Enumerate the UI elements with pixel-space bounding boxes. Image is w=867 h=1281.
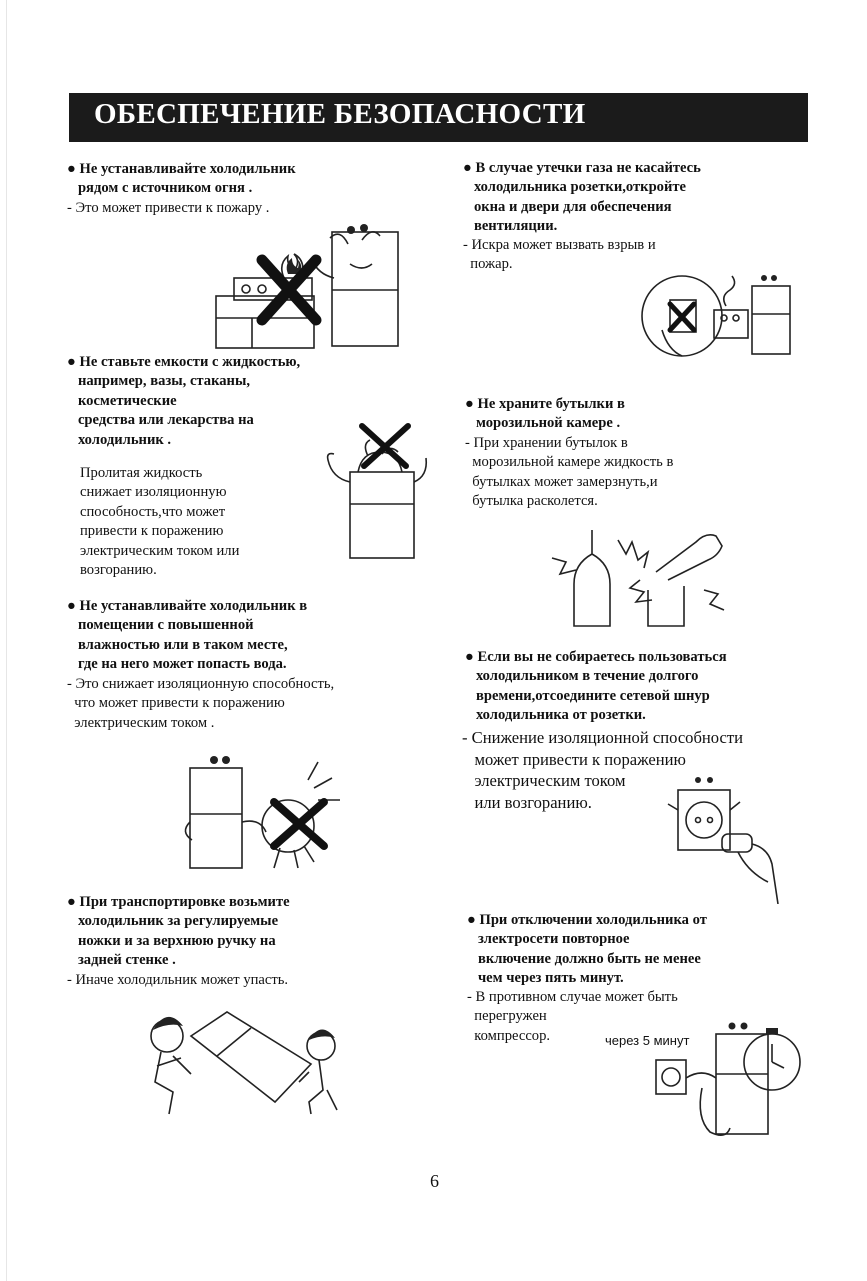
- warning-gas-note: - Искра может вызвать взрыв и пожар.: [463, 237, 656, 273]
- timer-label: через 5 минут: [605, 1033, 690, 1048]
- warning-transport-heading: ● При транспортировке возьмите холодильник за регулируемые ножки и за верхнюю ручку на задней стенке .: [67, 894, 290, 969]
- warning-bottles-heading: ● Не храните бутылки в морозильной камере .: [465, 396, 625, 432]
- transport-illustration: [143, 1006, 353, 1116]
- warning-unplug-heading: ● Если вы не собираетесь пользоваться холодильником в течение долгого времени,отсоедините сетевой шнур холодильника от розетки.: [465, 649, 727, 724]
- warning-humidity-heading: ● Не устанавливайте холодильник в помещении с повышенной влажностью или в таком месте, где на него может попасть вода.: [67, 598, 308, 673]
- fire-source-illustration: [212, 218, 412, 350]
- page-number: 6: [430, 1171, 439, 1191]
- warning-gas-heading: ● В случае утечки газа не касайтесь холодильника розетки,откройте окна и двери для обеспечения вентиляции.: [463, 160, 701, 235]
- section-header: [69, 93, 808, 142]
- warning-fire-note: - Это может привести к пожару .: [67, 200, 270, 216]
- water-spray-illustration: [184, 752, 354, 870]
- warning-humidity-note: - Это снижает изоляционную способность, что может привести к поражению электрическим током .: [67, 676, 335, 731]
- unplug-illustration: [658, 770, 783, 904]
- warning-fire-heading: ● Не устанавливайте холодильник рядом с источником огня .: [67, 161, 296, 197]
- restart-delay-illustration: [650, 1018, 810, 1140]
- warning-transport-note: - Иначе холодильник может упасть.: [67, 972, 289, 988]
- page-title: ОБЕСПЕЧЕНИЕ БЕЗОПАСНОСТИ: [94, 98, 586, 130]
- broken-bottle-illustration: [548, 524, 738, 628]
- liquid-container-illustration: [322, 420, 432, 562]
- warning-liquid-note: Пролитая жидкость снижает изоляционную способность,что может привести к поражению электрическим током или возгоранию.: [80, 465, 240, 579]
- warning-unplug-note: - Снижение изоляционной способности может привести к поражению электрическим током или возгоранию.: [462, 728, 744, 812]
- warning-liquid-heading: ● Не ставьте емкости с жидкостью, например, вазы, стаканы, косметические средства или лекарства на холодильник .: [67, 354, 301, 448]
- warning-restart-heading: ● При отключении холодильника от злектросети повторное включение должно быть не менее чем через пять минут.: [467, 912, 707, 987]
- gas-leak-illustration: [640, 270, 795, 362]
- warning-restart-note: - В противном случае может быть перегружен компрессор.: [467, 989, 678, 1044]
- warning-bottles-note: - При хранении бутылок в морозильной камере жидкость в бутылках может замерзнуть,и бутылка расколется.: [465, 435, 674, 510]
- page-edge: [6, 0, 7, 1281]
